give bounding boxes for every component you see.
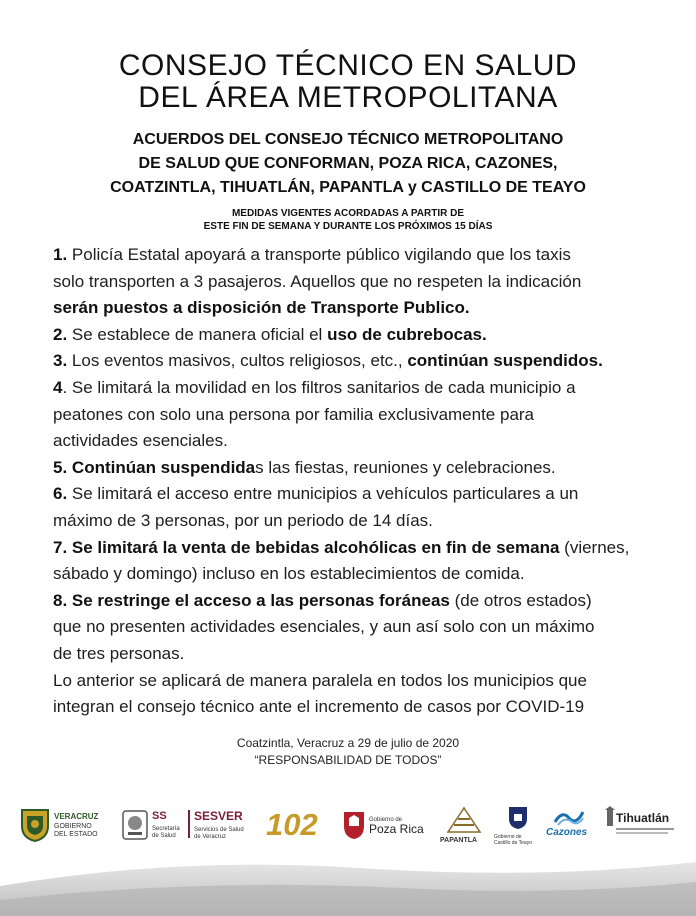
agreement-1 <box>53 242 673 269</box>
measures-heading <box>0 207 696 233</box>
veracruz-shield-icon <box>20 808 50 842</box>
measures-line-1: MEDIDAS VIGENTES ACORDADAS A PARTIR DE <box>231 208 465 219</box>
agreement-4-text: . Se limitará la movilidad en los filtros sanitarios de cada municipio a <box>62 377 576 397</box>
ss-logo <box>122 800 196 850</box>
agreement-2-text: Se establece de manera oficial el <box>67 324 328 344</box>
sesver-divider <box>188 810 190 838</box>
subtitle-line-3: COATZINTLA, TIHUATLÁN, PAPANTLA y CASTILLO DE TEAYO <box>110 179 586 196</box>
agreement-2-bold: uso de cubrebocas. <box>327 324 487 344</box>
agreement-6-number: 6. <box>53 484 68 504</box>
subtitle-line-1: ACUERDOS DEL CONSEJO TÉCNICO METROPOLITANO <box>132 131 564 148</box>
agreement-8-text: (de otros estados) <box>449 590 592 610</box>
sesver-logo-line-1: Servicios de Salud <box>194 827 244 833</box>
sesver-logo-name: SESVER <box>194 809 243 823</box>
closing-text-1: Lo anterior se aplicará de manera paralela en todos los municipios que <box>53 670 587 690</box>
agreement-7-bold: 7. Se limitará la venta de bebidas alcohólicas en fin de semana <box>53 537 560 557</box>
tihuatlan-underline-2 <box>616 832 668 834</box>
agreement-6-cont <box>53 508 673 535</box>
agreement-3-text: Los eventos masivos, cultos religiosos, etc., <box>67 351 408 371</box>
ss-logo-line-2: de Salud <box>152 833 176 839</box>
cazones-wave-icon <box>554 808 584 826</box>
closing-paragraph <box>53 668 673 695</box>
ss-emblem-icon <box>122 810 148 840</box>
agreement-4-number: 4 <box>53 377 63 397</box>
tihuatlan-underline <box>616 828 674 830</box>
closing-text-2: integran el consejo técnico ante el incremento de casos por COVID-19 <box>53 697 585 717</box>
agreement-1-cont-2 <box>53 295 673 322</box>
agreement-7-text-2: sábado y domingo) incluso en los establecimientos de comida. <box>53 564 525 584</box>
papantla-logo <box>440 800 488 850</box>
tihuatlan-logo <box>602 800 676 850</box>
agreement-4-cont-2 <box>53 428 673 455</box>
agreement-1-text-2: solo transporten a 3 pasajeros. Aquellos que no respeten la indicación <box>53 271 582 291</box>
papantla-pyramid-icon <box>444 804 484 834</box>
ss-logo-line-1: Secretaría <box>152 826 180 832</box>
agreement-8 <box>53 588 673 615</box>
agreement-8-text-2: que no presenten actividades esenciales, y aun así solo con un máximo <box>53 617 595 637</box>
agreement-5-text: s las fiestas, reuniones y celebraciones. <box>255 457 556 477</box>
agreement-2 <box>53 322 673 349</box>
agreement-3-number: 3. <box>53 351 68 371</box>
tihuatlan-logo-name: Tihuatlán <box>616 811 670 825</box>
place-date: Coatzintla, Veracruz a 29 de julio de 2020 <box>236 736 460 750</box>
agreement-6-text: Se limitará el acceso entre municipios a vehículos particulares a un <box>67 484 579 504</box>
poza-rica-logo-name: Poza Rica <box>369 822 424 836</box>
closing-paragraph-cont <box>53 694 673 721</box>
agreement-1-number: 1. <box>53 245 68 264</box>
agreement-5-number: 5. <box>53 457 68 477</box>
sesver-logo-line-2: de Veracruz <box>194 834 227 840</box>
veracruz-logo-line-2: GOBIERNO <box>54 823 92 830</box>
agreement-3-bold: continúan suspendidos. <box>407 351 603 371</box>
signature-block <box>0 735 696 769</box>
document-subtitle <box>0 128 696 200</box>
veracruz-logo-line-3: DEL ESTADO <box>54 831 98 838</box>
agreement-3 <box>53 348 673 375</box>
veracruz-logo <box>20 800 108 850</box>
agreement-5-bold: Continúan suspendida <box>67 457 256 477</box>
agreement-6 <box>53 481 673 508</box>
veracruz-logo-line-1: VERACRUZ <box>54 812 99 821</box>
agreement-4 <box>53 375 673 402</box>
agreement-1-text: Policía Estatal apoyará a transporte público vigilando que los taxis <box>67 245 571 264</box>
ss-logo-abbr: SS <box>152 810 167 822</box>
papantla-logo-name: PAPANTLA <box>440 837 478 844</box>
castillo-logo <box>494 800 542 850</box>
agreement-6-text-2: máximo de 3 personas, por un periodo de 14 días. <box>53 510 433 530</box>
sesver-logo <box>188 800 262 850</box>
cazones-logo <box>546 800 596 850</box>
agreement-4-cont <box>53 402 673 429</box>
agreement-5 <box>53 455 673 482</box>
title-line-1: CONSEJO TÉCNICO EN SALUD <box>118 49 578 82</box>
agreement-1-cont <box>53 269 673 296</box>
castillo-shield-icon <box>508 806 528 830</box>
title-line-2: DEL ÁREA METROPOLITANA <box>138 81 558 114</box>
agreement-7-text: (viernes, <box>559 537 630 557</box>
agreement-2-number: 2. <box>53 324 68 344</box>
anniversary-number: 102 <box>266 807 318 842</box>
agreement-4-text-3: actividades esenciales. <box>53 431 228 451</box>
logo-strip <box>20 800 676 850</box>
agreement-7 <box>53 535 673 562</box>
poza-rica-logo <box>342 800 428 850</box>
castillo-logo-line-1: Gobierno de <box>494 834 522 840</box>
document-title <box>0 50 696 114</box>
agreement-7-cont <box>53 561 673 588</box>
castillo-logo-line-2: Castillo de Teayo <box>494 840 532 846</box>
agreement-8-bold: 8. Se restringe el acceso a las personas foráneas <box>53 590 450 610</box>
anniversary-logo <box>266 800 328 850</box>
agreement-4-text-2: peatones con solo una persona por familia exclusivamente para <box>53 404 535 424</box>
agreement-8-cont-2 <box>53 641 673 668</box>
poza-rica-emblem-icon <box>342 810 366 840</box>
agreement-1-bold: serán puestos a disposición de Transporte Publico. <box>53 298 470 318</box>
subtitle-line-2: DE SALUD QUE CONFORMAN, POZA RICA, CAZONES, <box>138 155 558 172</box>
motto: “RESPONSABILIDAD DE TODOS” <box>254 753 442 767</box>
cazones-logo-name: Cazones <box>546 827 588 838</box>
measures-line-2: ESTE FIN DE SEMANA Y DURANTE LOS PRÓXIMOS 15 DÍAS <box>203 221 493 232</box>
bottom-wave-decoration <box>0 856 696 916</box>
poza-rica-logo-small: Gobierno de <box>369 817 403 823</box>
agreements-list <box>53 242 673 721</box>
agreement-8-cont <box>53 614 673 641</box>
agreement-8-text-3: de tres personas. <box>53 643 185 663</box>
